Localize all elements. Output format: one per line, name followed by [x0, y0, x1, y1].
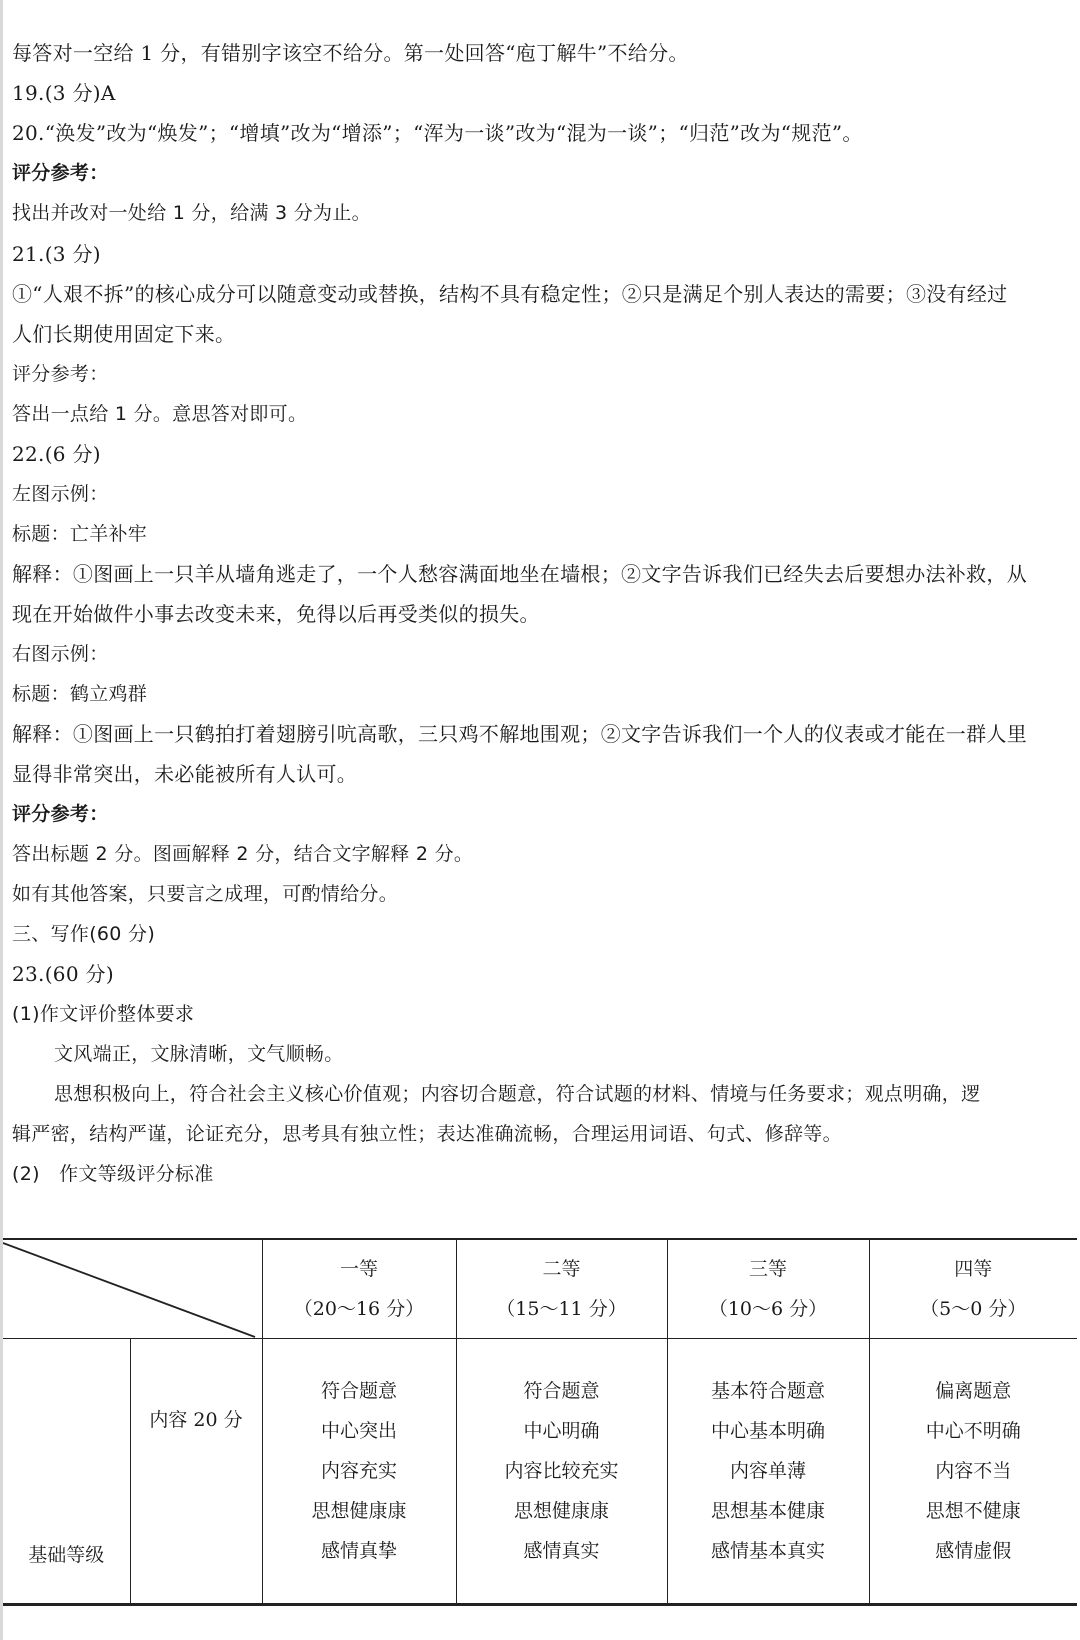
grade-1-criteria — [262, 1339, 456, 1605]
q21-scoring-label: 评分参考： — [12, 363, 109, 385]
grade-name: 三等 — [748, 1258, 787, 1280]
section-writing-heading: 三、写作(60 分) — [12, 923, 156, 945]
criterion: 内容不当 — [935, 1460, 1012, 1482]
grade-4-header — [869, 1239, 1077, 1339]
grade-name: 二等 — [542, 1258, 581, 1280]
essay-grading-standard-heading: (2) 作文等级评分标准 — [12, 1163, 214, 1185]
criterion: 符合题意 — [320, 1380, 397, 1402]
essay-overall-requirements-heading: (1)作文评价整体要求 — [12, 1003, 195, 1025]
category-cell: 内容 20 分 — [130, 1339, 262, 1605]
criterion: 中心明确 — [523, 1420, 600, 1442]
grade-3-header — [667, 1239, 869, 1339]
table-row — [3, 1339, 1077, 1605]
criterion: 感情基本真实 — [710, 1540, 825, 1562]
q23-heading: 23.(60 分) — [12, 962, 114, 986]
left-example-title: 标题：亡羊补牢 — [12, 523, 148, 545]
grade-range: （15～11 分） — [496, 1298, 627, 1320]
essay-requirement-style: 文风端正，文脉清晰，文气顺畅。 — [54, 1043, 344, 1065]
q18-scoring-note: 每答对一空给 1 分，有错别字该空不给分。第一处回答“庖丁解牛”不给分。 — [12, 41, 689, 65]
q21-heading: 21.(3 分) — [12, 242, 101, 266]
grade-name: 一等 — [339, 1258, 378, 1280]
grade-name: 四等 — [954, 1258, 993, 1280]
right-example-explain-line1: 解释：①图画上一只鹤拍打着翅膀引吭高歌，三只鸡不解地围观；②文字告诉我们一个人的仪表或才能在一群人里 — [12, 722, 1027, 746]
q19-answer: 19.(3 分)A — [12, 81, 116, 105]
q22-scoring-note2: 如有其他答案，只要言之成理，可酌情给分。 — [12, 883, 399, 905]
table-corner-cell — [3, 1239, 262, 1339]
q22-scoring-label: 评分参考： — [12, 803, 109, 825]
criterion: 符合题意 — [523, 1380, 600, 1402]
essay-requirement-content-line1: 思想积极向上，符合社会主义核心价值观；内容切合题意，符合试题的材料、情境与任务要求；观点明确，逻 — [54, 1083, 981, 1105]
grade-2-criteria — [456, 1339, 667, 1605]
criterion: 感情虚假 — [935, 1540, 1012, 1562]
q22-heading: 22.(6 分) — [12, 442, 101, 466]
grade-range: （20～16 分） — [293, 1298, 425, 1320]
left-example-label: 左图示例： — [12, 483, 109, 505]
q21-answer-line2: 人们长期使用固定下来。 — [12, 322, 236, 346]
criterion: 思想健康康 — [513, 1500, 609, 1522]
grade-3-criteria — [667, 1339, 869, 1605]
criterion: 思想不健康 — [925, 1500, 1021, 1522]
right-example-label: 右图示例： — [12, 643, 109, 665]
essay-requirement-content-line2: 辑严密，结构严谨，论证充分，思考具有独立性；表达准确流畅，合理运用词语、句式、修辞等。 — [12, 1123, 842, 1145]
grade-range: （10～6 分） — [708, 1298, 828, 1320]
q21-answer-line1: ①“人艰不拆”的核心成分可以随意变动或替换，结构不具有稳定性；②只是满足个别人表达的需要；③没有经过 — [12, 282, 1008, 306]
q20-scoring-label: 评分参考： — [12, 162, 109, 184]
grade-1-header — [262, 1239, 456, 1339]
criterion: 思想健康康 — [311, 1500, 407, 1522]
table-header-row — [3, 1239, 1077, 1339]
criterion: 感情真实 — [523, 1540, 600, 1562]
criterion: 中心突出 — [320, 1420, 397, 1442]
q21-scoring-note: 答出一点给 1 分。意思答对即可。 — [12, 403, 308, 425]
level-cell: 基础等级 — [3, 1339, 130, 1605]
diagonal-divider-icon — [3, 1240, 262, 1338]
criterion: 感情真挚 — [320, 1540, 397, 1562]
criterion: 内容比较充实 — [504, 1460, 619, 1482]
q20-answer: 20.“涣发”改为“焕发”；“增填”改为“增添”；“浑为一谈”改为“混为一谈”；“归范”改为“规范”。 — [12, 121, 863, 145]
right-example-explain-line2: 显得非常突出，未必能被所有人认可。 — [12, 762, 358, 786]
criterion: 偏离题意 — [935, 1380, 1012, 1402]
criterion: 内容充实 — [320, 1460, 397, 1482]
grade-range: （5～0 分） — [920, 1298, 1027, 1320]
left-example-explain-line1: 解释：①图画上一只羊从墙角逃走了，一个人愁容满面地坐在墙根；②文字告诉我们已经失去后要想办法补救，从 — [12, 562, 1027, 586]
right-example-title: 标题：鹤立鸡群 — [12, 683, 148, 705]
criterion: 内容单薄 — [729, 1460, 806, 1482]
criterion: 思想基本健康 — [710, 1500, 825, 1522]
criterion: 基本符合题意 — [710, 1380, 825, 1402]
criterion: 中心不明确 — [925, 1420, 1021, 1442]
left-example-explain-line2: 现在开始做件小事去改变未来，免得以后再受类似的损失。 — [12, 602, 540, 626]
q22-scoring-note1: 答出标题 2 分。图画解释 2 分，结合文字解释 2 分。 — [12, 843, 474, 865]
grade-4-criteria — [869, 1339, 1077, 1605]
criterion: 中心基本明确 — [710, 1420, 825, 1442]
essay-grading-table — [3, 1238, 1077, 1606]
grade-2-header — [456, 1239, 667, 1339]
q20-scoring-note: 找出并改对一处给 1 分，给满 3 分为止。 — [12, 202, 371, 224]
